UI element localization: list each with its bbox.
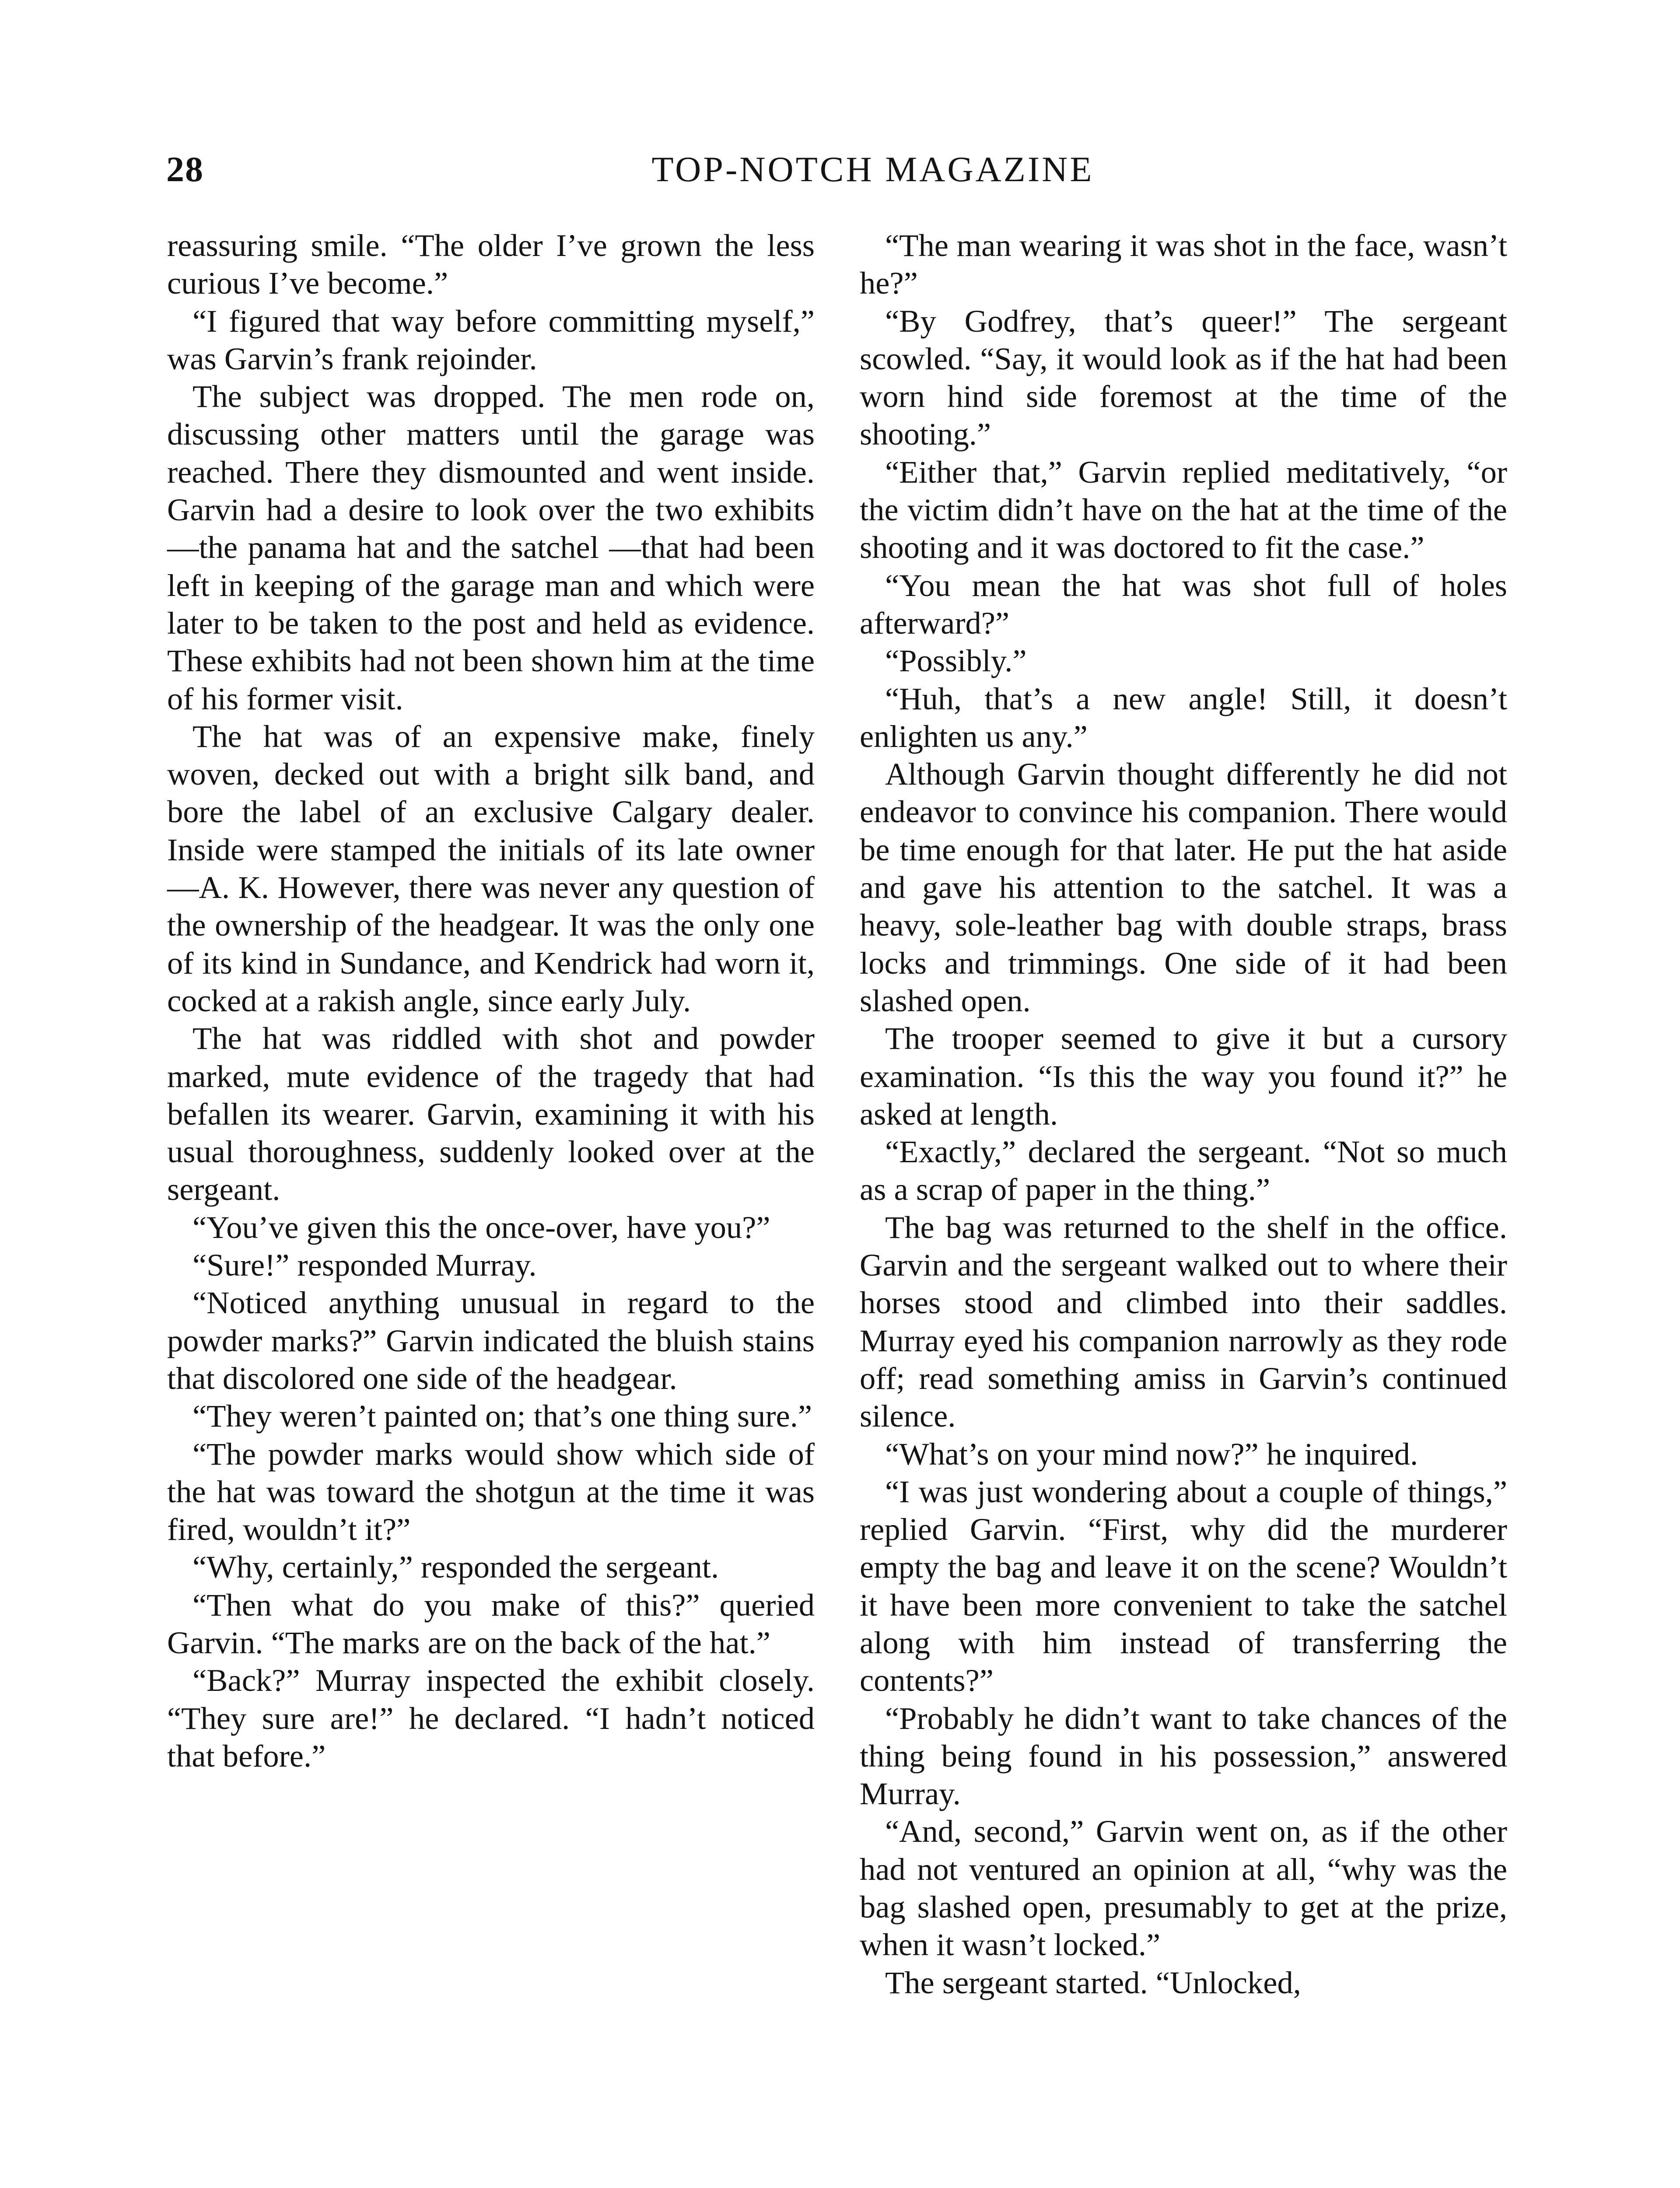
paragraph: “I figured that way before committing myself,” was Garvin’s frank rejoinder. — [167, 303, 815, 376]
paragraph: The bag was returned to the shelf in the office. Garvin and the sergeant walked out to where their horses stood and climbed into their saddles. Murray eyed his companion narrowly as they rode off; read something amiss in Garvin’s continued silence. — [860, 1209, 1507, 1434]
paragraph: “Noticed anything unusual in regard to the powder marks?” Garvin indicated the bluish stains that discolored one side of the headgear. — [167, 1285, 815, 1396]
paragraph: “Huh, that’s a new angle! Still, it doesn’t enlighten us any.” — [860, 680, 1507, 754]
paragraph: The trooper seemed to give it but a cursory examination. “Is this the way you found it?” he asked at length. — [860, 1020, 1507, 1132]
running-head-title: TOP-NOTCH MAGAZINE — [651, 149, 1094, 189]
left-text-column — [167, 227, 815, 1775]
paragraph: Although Garvin thought differently he did not endeavor to convince his companion. There would be time enough for that later. He put the hat aside and gave his attention to the satchel. It was a heavy, sole-leather bag with double straps, brass locks and trimmings. One side of it had been slashed open. — [860, 756, 1507, 1018]
paragraph: “Possibly.” — [885, 643, 1027, 679]
paragraph: “Probably he didn’t want to take chances of the thing being found in his possession,” answered Murray. — [860, 1700, 1507, 1812]
paragraph: “They weren’t painted on; that’s one thing sure.” — [192, 1398, 812, 1434]
paragraph: “Why, certainly,” responded the sergeant. — [192, 1549, 719, 1585]
paragraph: “And, second,” Garvin went on, as if the other had not ventured an opinion at all, “why was the bag slashed open, presumably to get at the prize, when it wasn’t locked.” — [860, 1813, 1507, 1963]
paragraph: The hat was of an expensive make, finely woven, decked out with a bright silk band, and bore the label of an exclusive Calgary dealer. Inside were stamped the initials of its late owner —A. K. However, there was never any question of the ownership of the headgear. It was the only one of its kind in Sundance, and Kendrick had worn it, cocked at a rakish angle, since early July. — [167, 718, 815, 1018]
paragraph: “What’s on your mind now?” he inquired. — [885, 1436, 1418, 1472]
page-number: 28 — [166, 149, 204, 189]
paragraph: “Then what do you make of this?” queried Garvin. “The marks are on the back of the hat.” — [167, 1587, 815, 1660]
paragraph: “The powder marks would show which side of the hat was toward the shotgun at the time it was fired, wouldn’t it?” — [167, 1436, 815, 1547]
paragraph: The subject was dropped. The men rode on, discussing other matters until the garage was reached. There they dismounted and went inside. Garvin had a desire to look over the two exhibits—the panama hat and the satchel —that had been left in keeping of the garage man and which were later to be taken to the post and held as evidence. These exhibits had not been shown him at the time of his former visit. — [167, 379, 815, 716]
paragraph: “Sure!” responded Murray. — [192, 1247, 537, 1283]
page-header — [162, 149, 1518, 197]
paragraph: The sergeant started. “Unlocked, — [885, 1964, 1301, 2000]
paragraph: “You mean the hat was shot full of holes afterward?” — [860, 567, 1507, 641]
paragraph: “I was just wondering about a couple of things,” replied Garvin. “First, why did the murderer empty the bag and leave it on the scene? Wouldn’t it have been more convenient to take the satchel along with him instead of transferring the contents?” — [860, 1473, 1507, 1698]
paragraph: “Either that,” Garvin replied meditatively, “or the victim didn’t have on the hat at the time of the shooting and it was doctored to fit the case.” — [860, 454, 1507, 565]
paragraph: “Back?” Murray inspected the exhibit closely. “They sure are!” he declared. “I hadn’t noticed that before.” — [167, 1662, 815, 1774]
paragraph: “The man wearing it was shot in the face, wasn’t he?” — [860, 228, 1507, 301]
paragraph: The hat was riddled with shot and powder marked, mute evidence of the tragedy that had befallen its wearer. Garvin, examining it with his usual thoroughness, suddenly looked over at the sergeant. — [167, 1020, 815, 1207]
paragraph: reassuring smile. “The older I’ve grown the less curious I’ve become.” — [167, 228, 815, 301]
paragraph: “By Godfrey, that’s queer!” The sergeant scowled. “Say, it would look as if the hat had been worn hind side foremost at the time of the shooting.” — [860, 303, 1507, 452]
paragraph: “Exactly,” declared the sergeant. “Not so much as a scrap of paper in the thing.” — [860, 1134, 1507, 1207]
paragraph: “You’ve given this the once-over, have you?” — [192, 1209, 770, 1245]
right-text-column — [860, 227, 1507, 2002]
